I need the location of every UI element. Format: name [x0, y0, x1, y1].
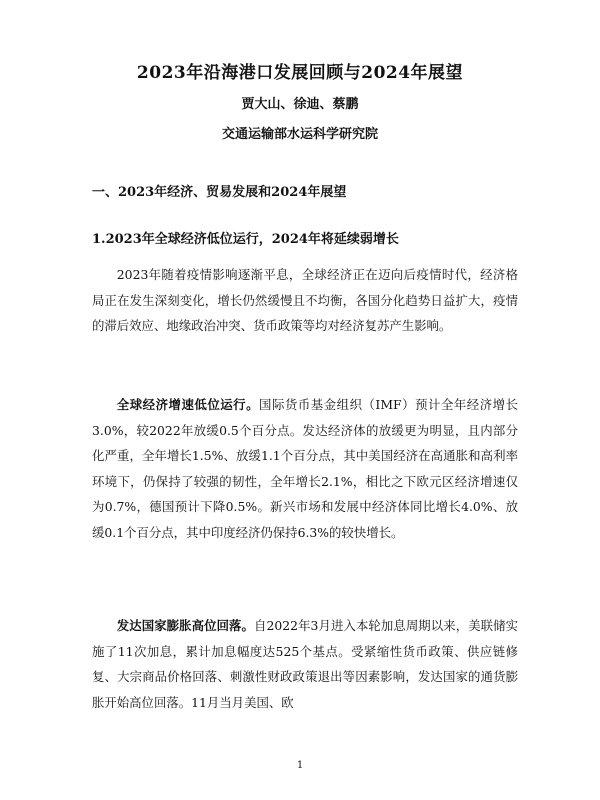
document-affiliation: 交通运输部水运科学研究院 — [221, 127, 378, 142]
document-title: 2023年沿海港口发展回顾与2024年展望 — [136, 63, 464, 83]
section-heading: 一、2023年经济、贸易发展和2024年展望 — [92, 185, 347, 200]
paragraph-2 — [92, 392, 518, 545]
page-number: 1 — [296, 760, 304, 771]
document-authors: 贾大山、徐迪、蔡鹏 — [241, 97, 359, 112]
paragraph-1 — [92, 262, 518, 339]
paragraph-2-lead: 全球经济增速低位运行。 — [116, 397, 260, 412]
subsection-heading: 1.2023年全球经济低位运行，2024年将延续弱增长 — [92, 232, 399, 247]
paragraph-1-text: 2023年随着疫情影响逐渐平息，全球经济正在迈向后疫情时代，经济格局正在发生深刻变化，增长仍然缓慢且不均衡，各国分化趋势日益扩大，疫情的滞后效应、地缘政治冲突、货币政策等均对经济复苏产生影响。 — [92, 267, 518, 333]
paragraph-3-lead: 发达国家膨胀高位回落。 — [116, 618, 254, 633]
paragraph-3 — [92, 613, 518, 715]
paragraph-2-text: 国际货币基金组织（IMF）预计全年经济增长3.0%，较2022年放缓0.5个百分点。发达经济体的放缓更为明显，且内部分化严重，全年增长1.5%、放缓1.1个百分点，其中美国经济在高通胀和高利率环境下，仍保持了较强的韧性，全年增长2.1%，相比之下欧元区经济增速仅为0.7%，德国预计下降0.5%。新兴市场和发展中经济体同比增长4.0%、放缓0.1个百分点，其中印度经济仍保持6.3%的较快增长。 — [92, 397, 518, 540]
paragraph-3-text: 自2022年3月进入本轮加息周期以来，美联储实施了11次加息，累计加息幅度达525个基点。受紧缩性货币政策、供应链修复、大宗商品价格回落、刺激性财政政策退出等因素影响，发达国家的通货膨胀开始高位回落。11月当月美国、欧 — [92, 618, 519, 710]
